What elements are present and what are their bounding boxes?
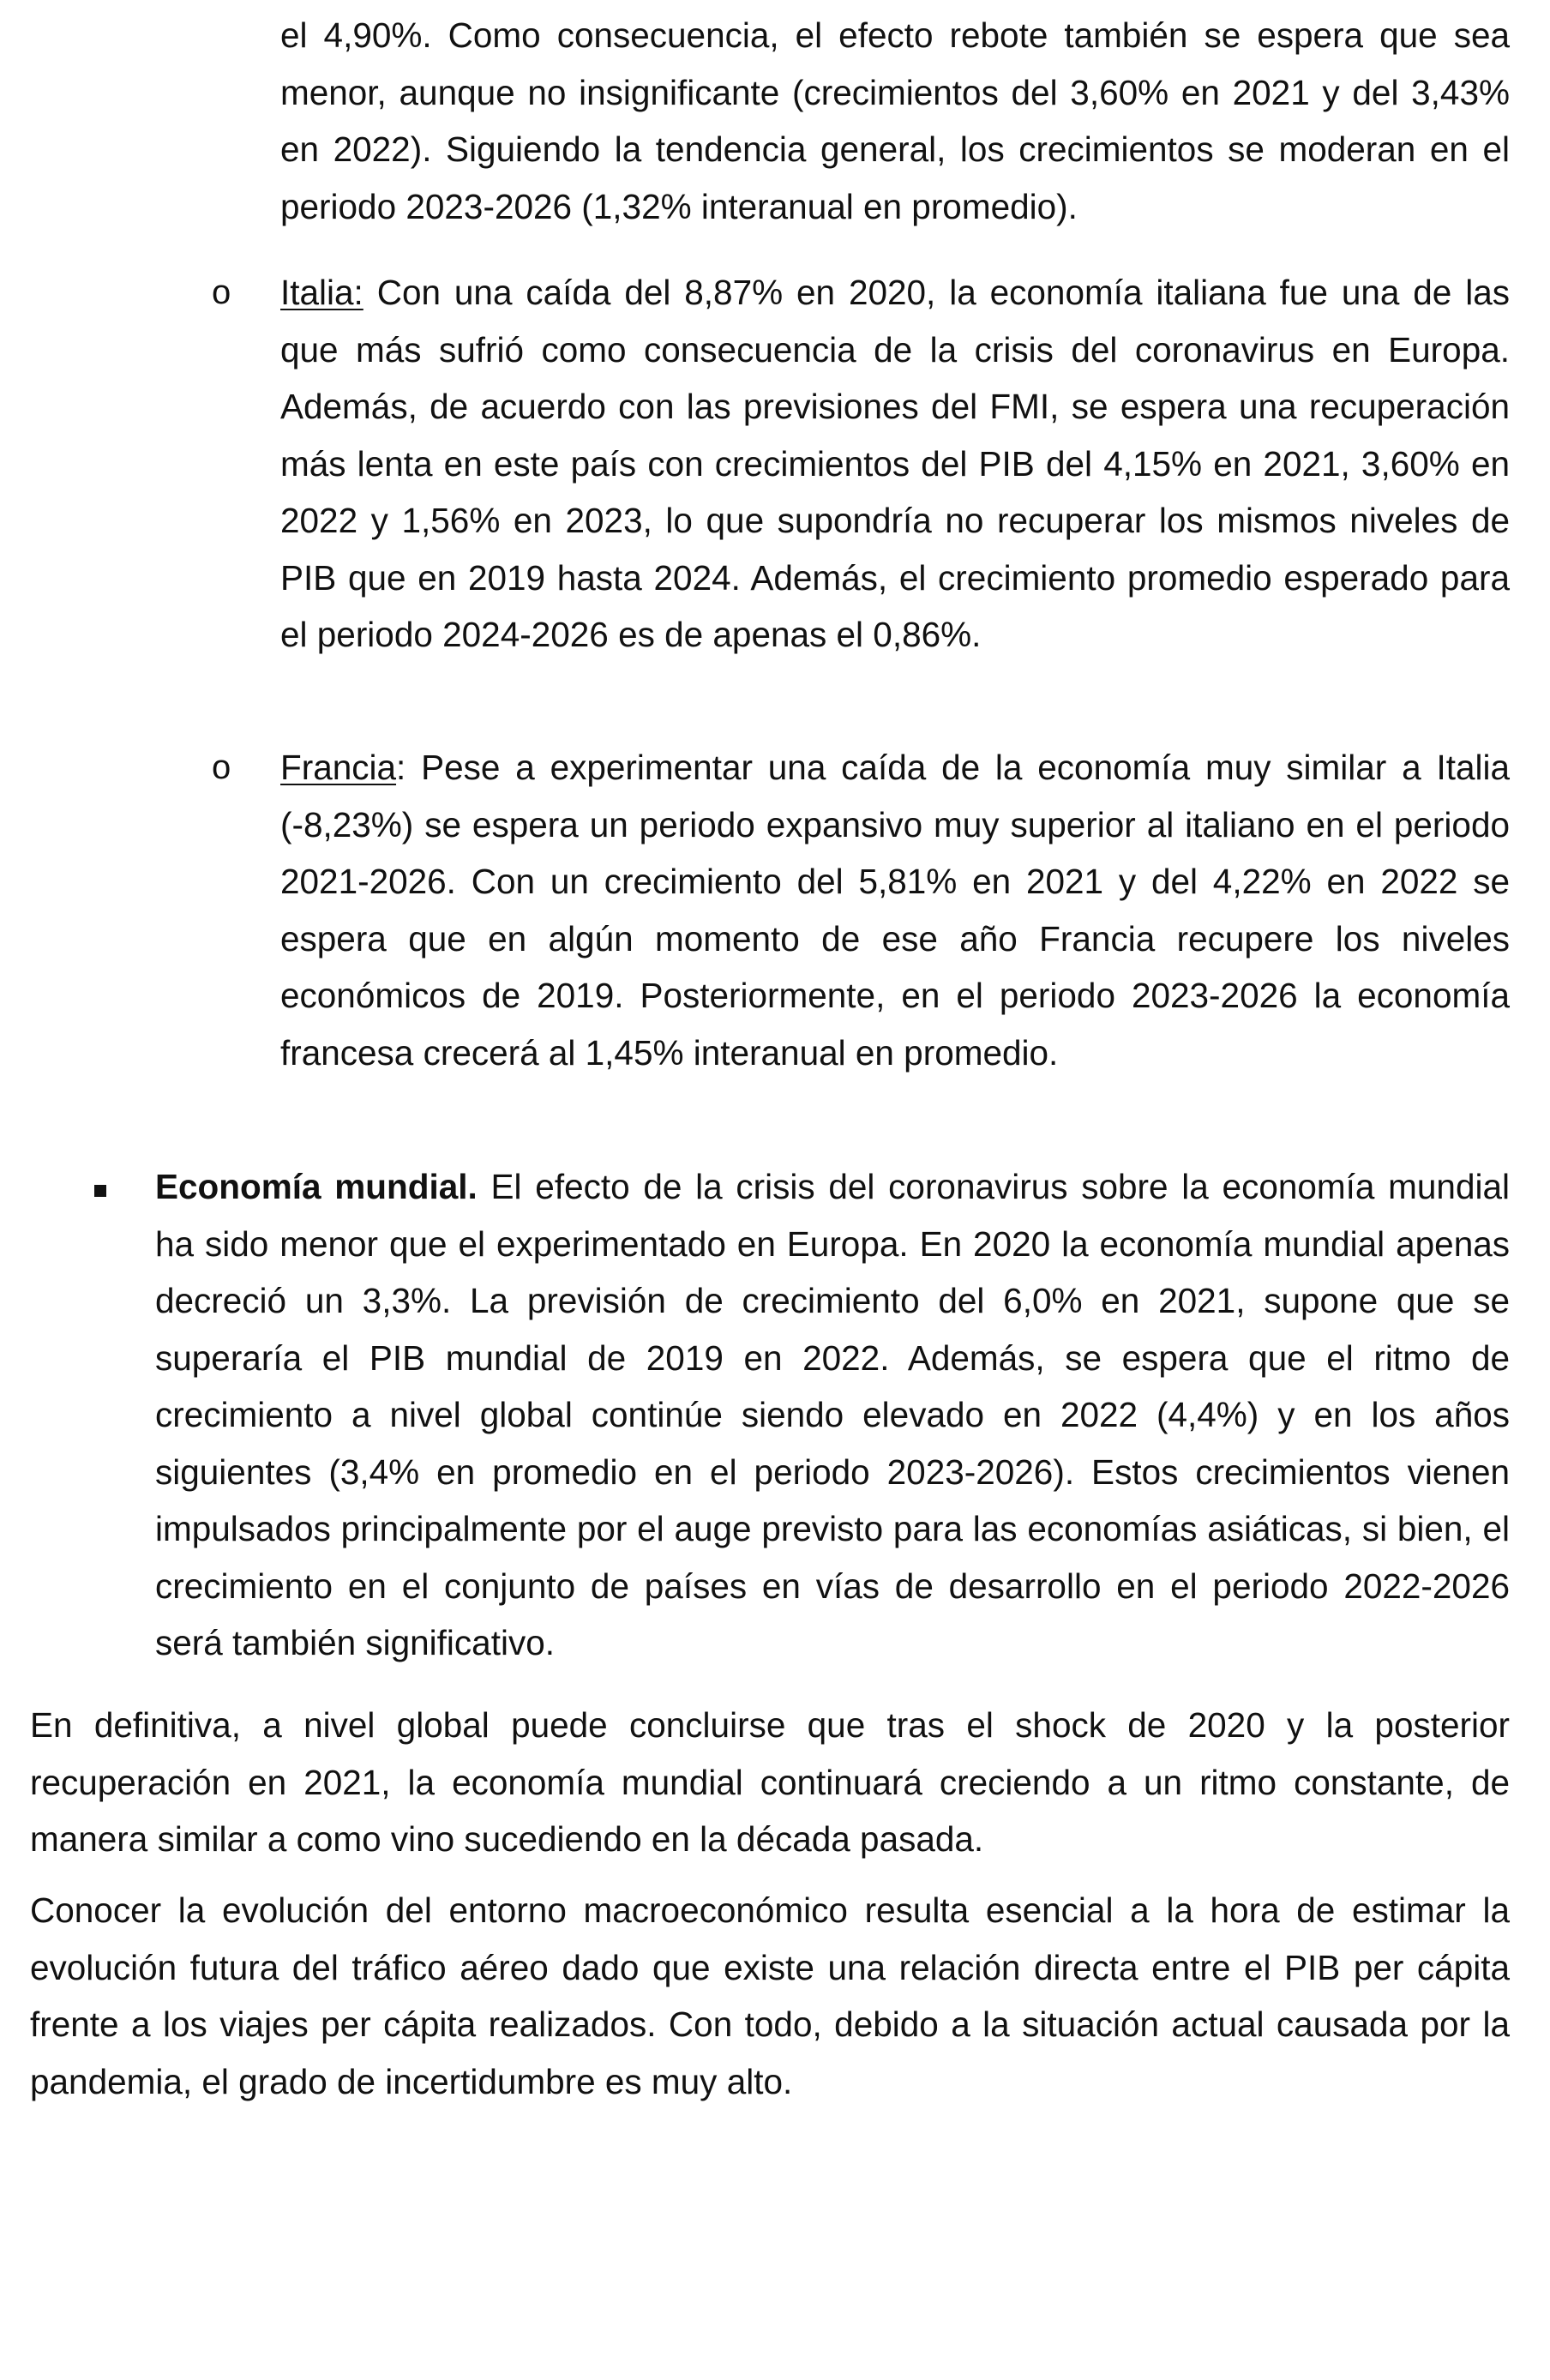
- sub-list-marker: o: [212, 273, 231, 311]
- sub-item-heading: Francia: [280, 748, 397, 787]
- body-paragraph: En definitiva, a nivel global puede concluirse que tras el shock de 2020 y la posterior recuperación en 2021, la economía mundial continuará creciendo a un ritmo constante, de manera similar a como vino sucediendo en la década pasada.: [30, 1705, 1510, 1859]
- bullet-item-economia-mundial: [155, 1158, 1510, 1672]
- sub-item-text: : Pese a experimentar una caída de la economía muy similar a Italia (-8,23%) se espera un periodo expansivo muy superior al italiano en el periodo 2021-2026. Con un crecimiento del 5,81% en 2021 y del 4,22% en 2022 se espera que en algún momento de ese año Francia recupere los niveles económicos de 2019. Posteriormente, en el periodo 2023-2026 la economía francesa crecerá al 1,45% interanual en promedio.: [280, 748, 1510, 1073]
- sub-item-italia: [280, 264, 1510, 664]
- bullet-item-text: El efecto de la crisis del coronavirus sobre la economía mundial ha sido menor que el experimentado en Europa. En 2020 la economía mundial apenas decreció un 3,3%. La previsión de crecimiento del 6,0% en 2021, supone que se superaría el PIB mundial de 2019 en 2022. Además, se espera que el ritmo de crecimiento a nivel global continúe siendo elevado en 2022 (4,4%) y en los años siguientes (3,4% en promedio en el periodo 2023-2026). Estos crecimientos vienen impulsados principalmente por el auge previsto para las economías asiáticas, si bien, el crecimiento en el conjunto de países en vías de desarrollo en el periodo 2022-2026 será también significativo.: [155, 1167, 1510, 1662]
- continuation-paragraph: el 4,90%. Como consecuencia, el efecto rebote también se espera que sea menor, aunque no insignificante (crecimientos del 3,60% en 2021 y del 3,43% en 2022). Siguiendo la tendencia general, los crecimientos se moderan en el periodo 2023-2026 (1,32% interanual en promedio).: [280, 15, 1510, 226]
- sub-item-francia: [280, 739, 1510, 1081]
- body-paragraph: Conocer la evolución del entorno macroeconómico resulta esencial a la hora de estimar la evolución futura del tráfico aéreo dado que existe una relación directa entre el PIB per cápita frente a los viajes per cápita realizados. Con todo, debido a la situación actual causada por la pandemia, el grado de incertidumbre es muy alto.: [30, 1890, 1510, 2101]
- sub-item-text: Con una caída del 8,87% en 2020, la economía italiana fue una de las que más sufrió como consecuencia de la crisis del coronavirus en Europa. Además, de acuerdo con las previsiones del FMI, se espera una recuperación más lenta en este país con crecimientos del PIB del 4,15% en 2021, 3,60% en 2022 y 1,56% en 2023, lo que supondría no recuperar los mismos niveles de PIB que en 2019 hasta 2024. Además, el crecimiento promedio esperado para el periodo 2024-2026 es de apenas el 0,86%.: [280, 273, 1510, 654]
- square-bullet-icon: [94, 1185, 106, 1197]
- sub-item-heading: Italia:: [280, 273, 363, 312]
- bullet-item-heading: Economía mundial.: [155, 1167, 478, 1206]
- sub-list-marker: o: [212, 748, 231, 786]
